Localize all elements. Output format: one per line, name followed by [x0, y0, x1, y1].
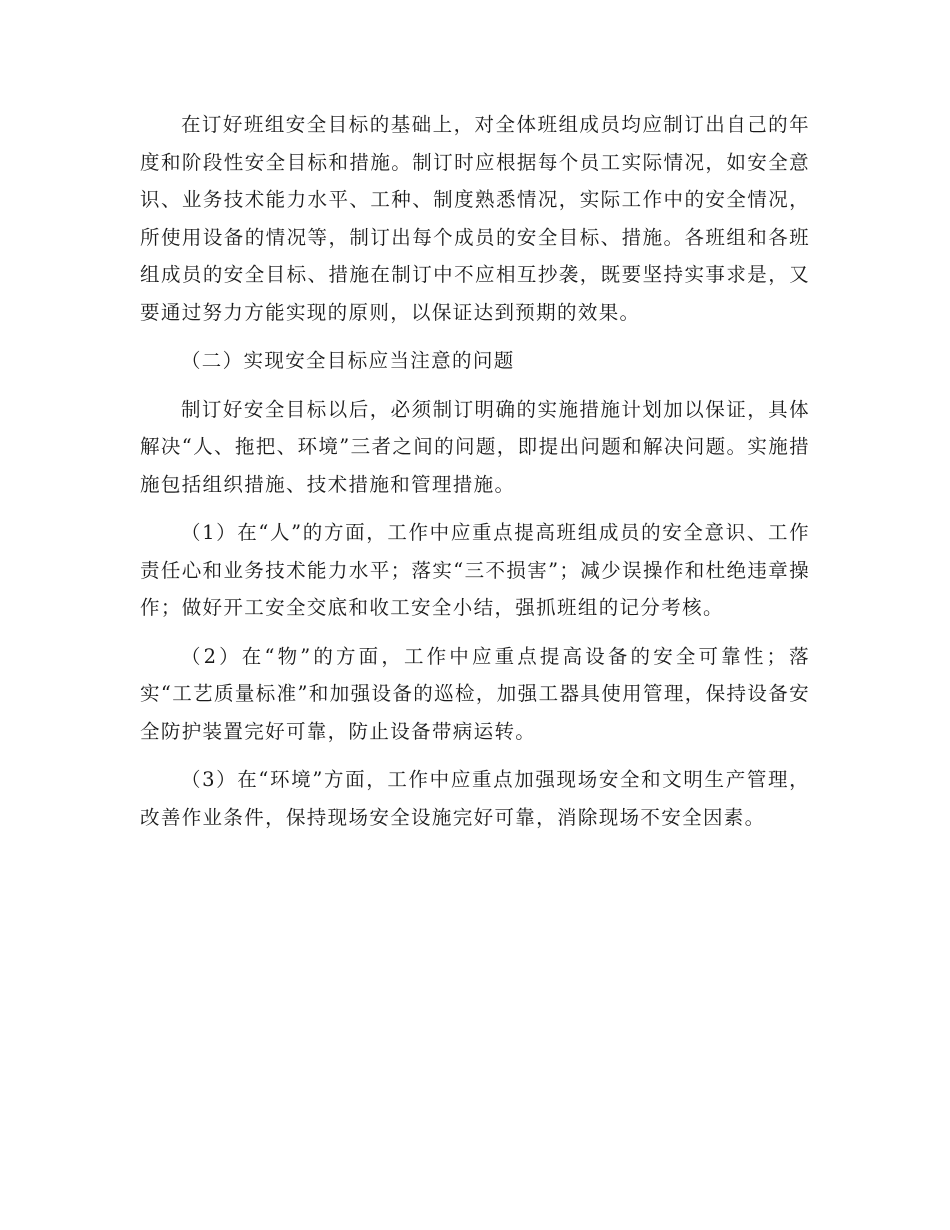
- paragraph-goals-for-members: 在订好班组安全目标的基础上，对全体班组成员均应制订出自己的年度和阶段性安全目标和措施。制订时应根据每个员工实际情况，如安全意识、业务技术能力水平、工种、制度熟悉情况，实际工作中的安全情况，所使用设备的情况等，制订出每个成员的安全目标、措施。各班组和各班组成员的安全目标、措施在制订中不应相互抄袭，既要坚持实事求是，又要通过努力方能实现的原则，以保证达到预期的效果。: [140, 113, 810, 324]
- document-body: [140, 106, 810, 836]
- paragraph-equipment-aspect: （2）在“物”的方面，工作中应重点提高设备的安全可靠性；落实“工艺质量标准”和加强设备的巡检，加强工器具使用管理，保持设备安全防护装置完好可靠，防止设备带病运转。: [140, 644, 810, 743]
- paragraph-implementation-measures: 制订好安全目标以后，必须制订明确的实施措施计划加以保证，具体解决“人、拖把、环境”三者之间的问题，即提出问题和解决问题。实施措施包括组织措施、技术措施和管理措施。: [140, 397, 810, 496]
- paragraph-environment-aspect: （3）在“环境”方面，工作中应重点加强现场安全和文明生产管理，改善作业条件，保持现场安全设施完好可靠，消除现场不安全因素。: [140, 768, 810, 829]
- section-heading-issues: （二）实现安全目标应当注意的问题: [180, 349, 515, 372]
- paragraph-people-aspect: （1）在“人”的方面，工作中应重点提高班组成员的安全意识、工作责任心和业务技术能力水平；落实“三不损害”；减少误操作和杜绝违章操作；做好开工安全交底和收工安全小结，强抓班组的记分考核。: [140, 521, 810, 619]
